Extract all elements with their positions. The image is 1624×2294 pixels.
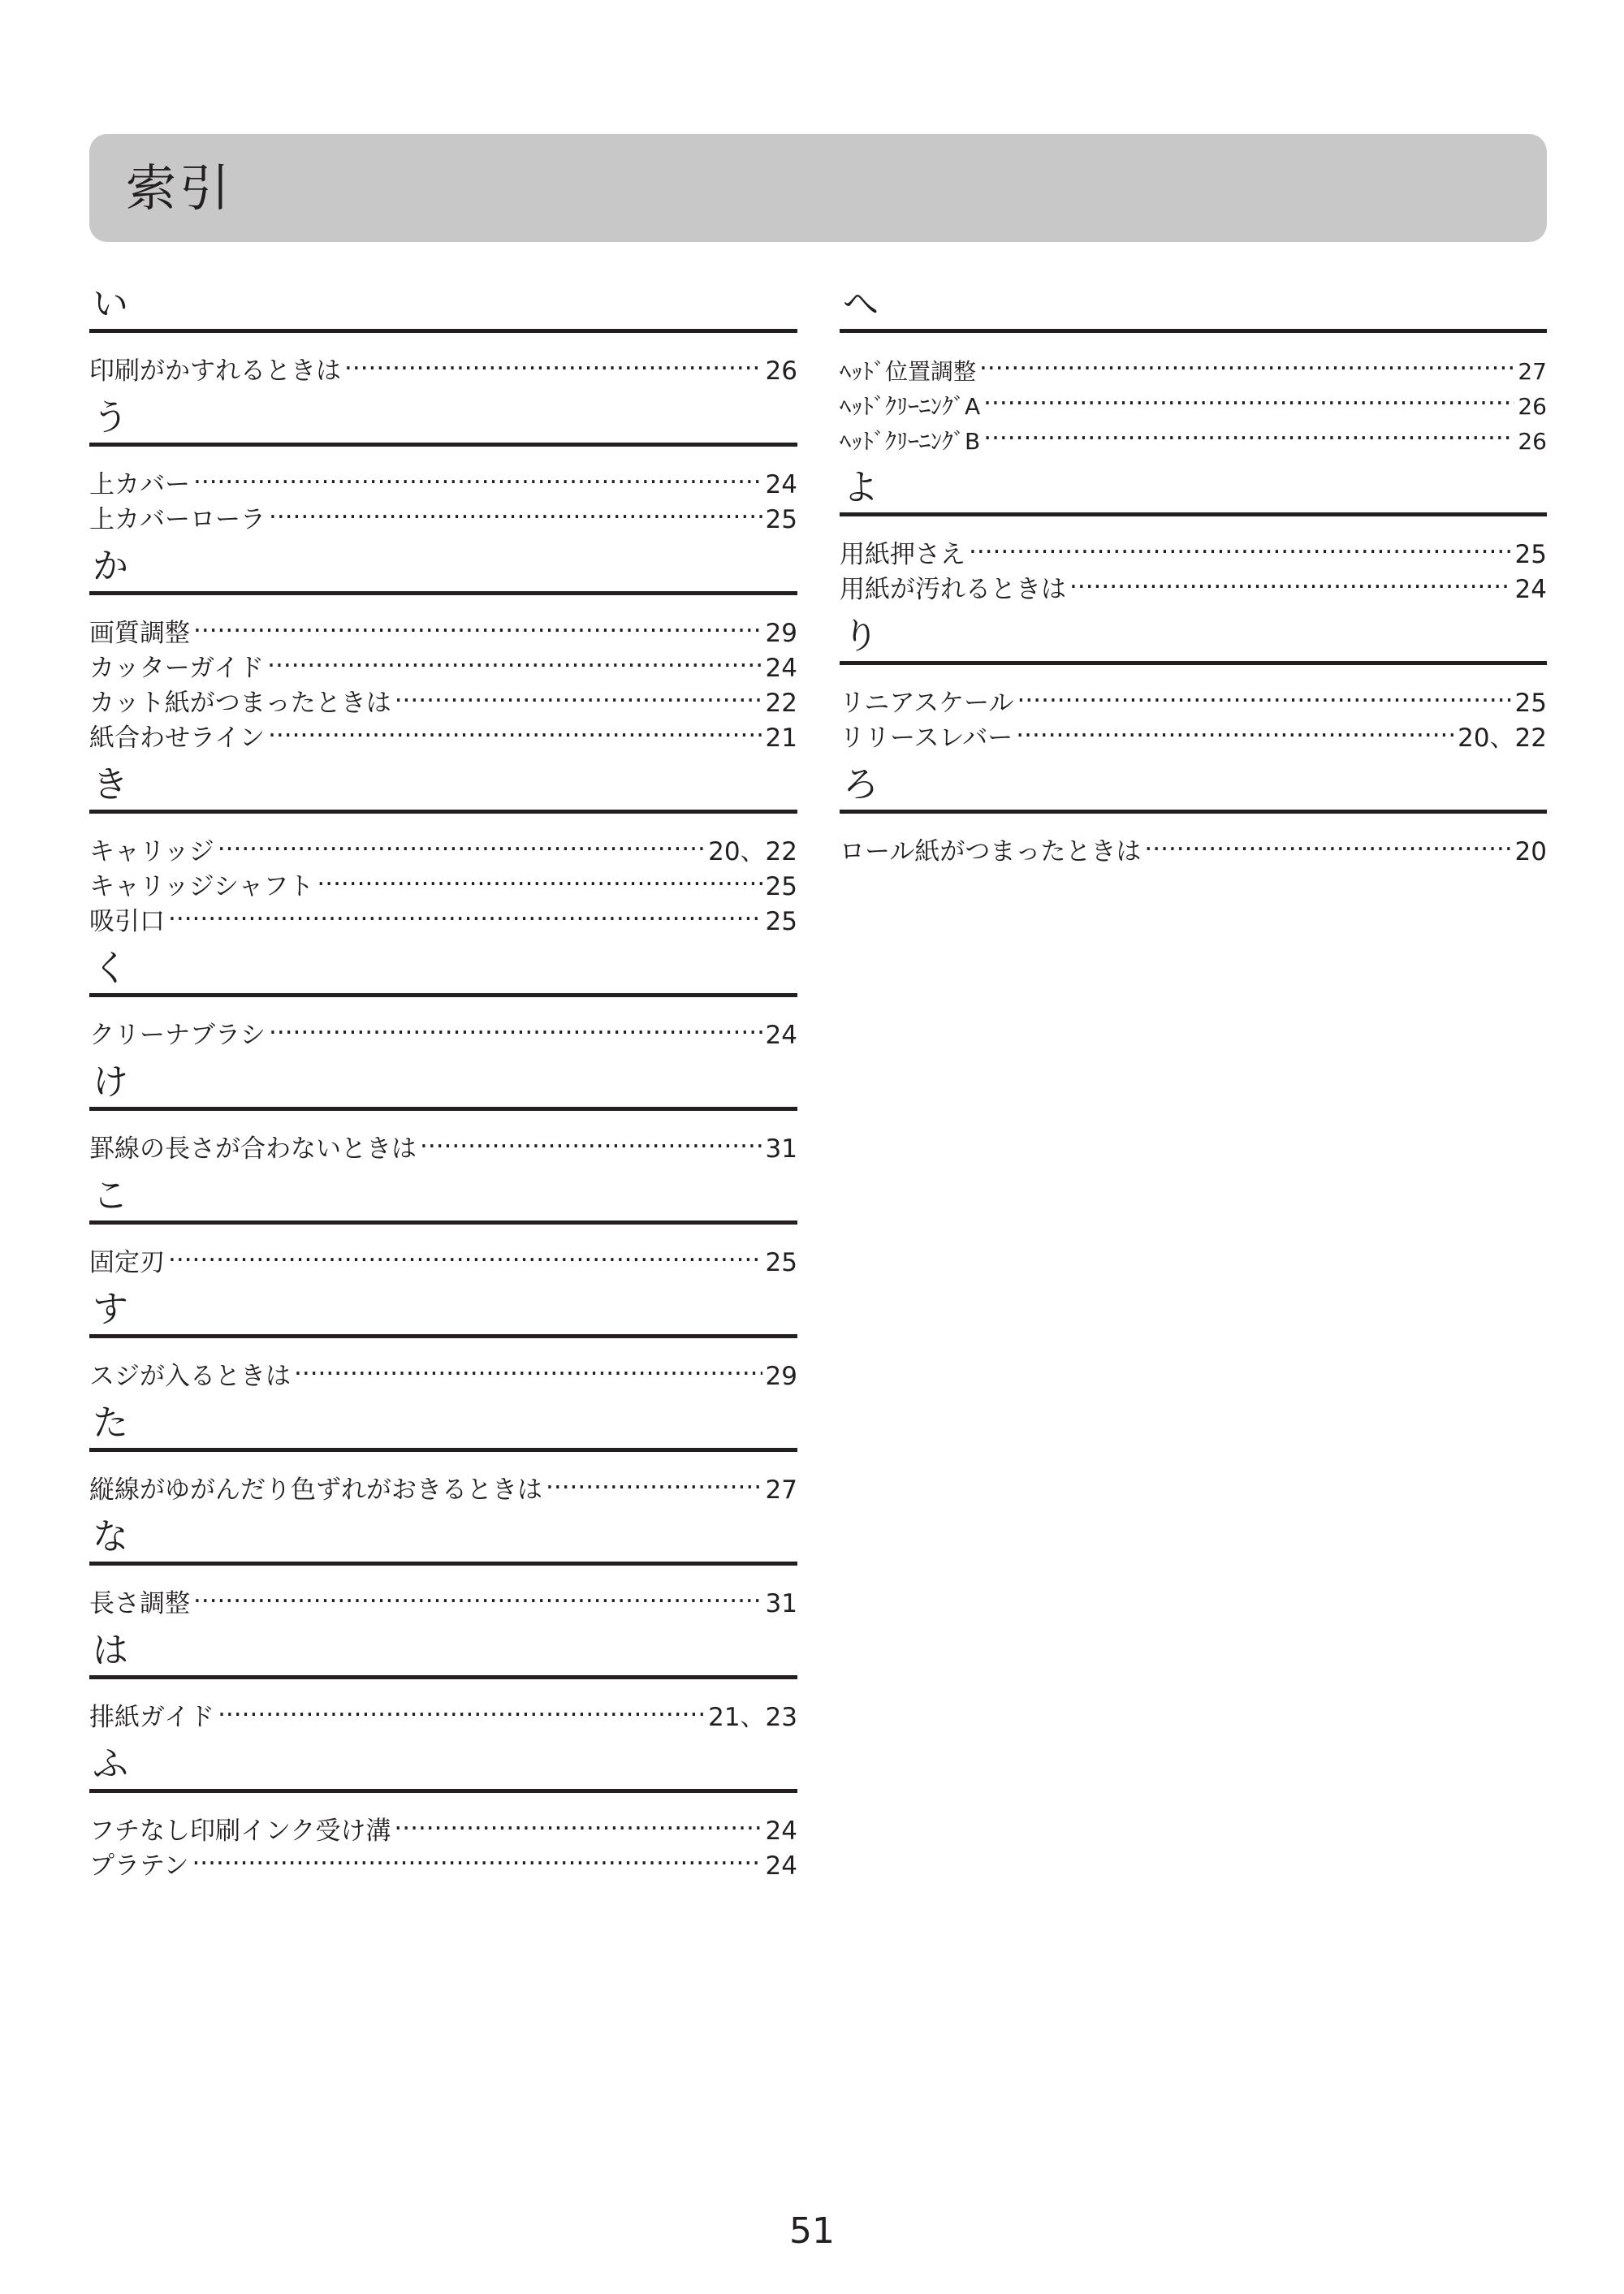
dot-leader [344,344,762,379]
entry-list [840,676,1547,753]
page-title: 索引 [126,158,234,218]
entry-list [89,607,797,753]
dot-leader [168,895,762,930]
index-section [89,1399,797,1505]
index-section [89,761,797,936]
entry-page: 29 [765,619,797,648]
entry-label: キャリッジシャフト [89,872,314,901]
dot-leader [268,711,762,746]
entry-page: 26 [765,356,797,386]
dot-leader [983,414,1514,449]
dot-leader [294,1350,762,1385]
entry-label: キャリッジ [89,837,214,866]
entry-page: 24 [765,1851,797,1881]
entry-list [89,344,797,386]
section-rule [89,1107,797,1111]
entry-page: 25 [1514,689,1547,718]
entry-list [89,1804,797,1881]
entry-label: リリースレバー [840,724,1013,753]
entry-page: 20 [1514,837,1547,866]
entry-label: リニアスケール [840,689,1014,718]
page-number: 51 [789,2210,835,2252]
entry-page: 29 [765,1362,797,1391]
entry-list [89,1122,797,1164]
dot-leader [269,493,762,528]
section-heading: よ [843,467,879,508]
section-rule [89,1789,797,1793]
dot-leader [218,1691,705,1726]
dot-leader [1016,711,1454,746]
section-heading: り [843,616,879,657]
index-entry [89,1009,797,1050]
entry-page: 31 [765,1134,797,1164]
section-heading: こ [93,1175,128,1216]
section-heading: は [93,1630,128,1671]
entry-label: ﾍｯﾄﾞｸﾘｰﾆﾝｸﾞB [840,428,981,455]
dot-leader [1017,676,1512,711]
section-rule [89,329,797,333]
dot-leader [1069,563,1512,598]
index-title-bar [89,134,1547,242]
section-rule [840,810,1547,814]
entry-label: 上カバーローラ [89,505,266,534]
entry-label: ﾍｯﾄﾞｸﾘｰﾆﾝｸﾞA [840,393,981,420]
entry-label: クリーナブラシ [89,1021,266,1050]
index-column-left [89,280,797,1889]
dot-leader [420,1122,762,1157]
section-heading: か [93,546,128,587]
section-rule [89,1448,797,1452]
dot-leader [193,607,762,642]
dot-leader [546,1463,762,1498]
dot-leader [394,1804,762,1839]
entry-label: 画質調整 [89,619,190,648]
index-entry [840,528,1547,569]
index-entry [89,607,797,648]
entry-label: 排紙ガイド [89,1703,215,1732]
entry-label: 印刷がかすれるときは [89,356,341,386]
section-heading: け [93,1061,128,1103]
index-section [840,612,1547,753]
index-column-right [840,280,1547,875]
dot-leader [395,676,762,711]
dot-leader [267,642,762,676]
entry-label: スジが入るときは [89,1362,291,1391]
section-heading: な [93,1516,128,1557]
entry-page: 22 [765,689,797,718]
entry-label: カッターガイド [89,654,265,683]
entry-page: 26 [1518,393,1547,420]
index-entry [89,1691,797,1732]
index-section [89,1285,797,1391]
entry-page: 27 [765,1475,797,1505]
dot-leader [983,379,1514,414]
index-entry [89,1463,797,1505]
entry-label: 吸引口 [89,907,165,936]
section-rule [89,810,797,814]
dot-leader [192,1839,762,1874]
index-section [89,542,797,753]
section-rule [840,512,1547,516]
section-heading: き [93,764,128,806]
entry-page: 24 [765,654,797,683]
entry-label: 用紙が汚れるときは [840,575,1066,604]
index-entry [89,344,797,386]
entry-label: 上カバー [89,470,190,499]
entry-label: カット紙がつまったときは [89,689,391,718]
entry-label: 長さ調整 [89,1589,190,1618]
entry-page: 26 [1518,428,1547,455]
entry-page: 25 [765,505,797,534]
section-heading: い [93,283,128,325]
section-rule [89,1675,797,1679]
dot-leader [218,825,705,860]
dot-leader [317,860,762,895]
index-section [840,464,1547,604]
entry-page: 20、22 [708,837,797,866]
entry-label: ロール紙がつまったときは [840,837,1142,866]
index-entry [89,642,797,683]
index-section [89,1058,797,1164]
index-entry [89,825,797,866]
entry-page: 24 [765,1817,797,1846]
index-section [89,394,797,534]
entry-page: 25 [765,1248,797,1277]
entry-list [840,528,1547,604]
entry-list [89,1577,797,1618]
entry-list [89,825,797,936]
section-heading: う [93,397,128,438]
entry-list [89,1009,797,1050]
index-section [840,280,1547,455]
index-entry [840,344,1547,385]
dot-leader [969,528,1512,563]
entry-list [840,825,1547,866]
section-rule [89,993,797,997]
entry-list [89,1463,797,1505]
index-section [89,1172,797,1277]
entry-list [89,1350,797,1391]
entry-page: 24 [1514,575,1547,604]
entry-page: 31 [765,1589,797,1618]
index-entry [89,1350,797,1391]
entry-label: 紙合わせライン [89,724,266,753]
entry-page: 20、22 [1458,724,1547,753]
entry-label: 用紙押さえ [840,540,965,569]
index-entry [89,1804,797,1846]
entry-page: 27 [1518,358,1547,385]
entry-label: 罫線の長さが合わないときは [89,1134,417,1164]
entry-page: 25 [1514,540,1547,569]
entry-label: 固定刃 [89,1248,165,1277]
index-section [89,1513,797,1618]
dot-leader [979,344,1514,379]
index-entry [840,825,1547,866]
entry-label: ﾍｯﾄﾞ位置調整 [840,358,977,385]
section-rule [840,661,1547,665]
entry-page: 24 [765,1021,797,1050]
section-rule [89,1220,797,1225]
entry-list [840,344,1547,455]
entry-page: 21 [765,724,797,753]
dot-leader [168,1236,762,1271]
section-rule [89,1334,797,1338]
entry-list [89,458,797,534]
entry-page: 21、23 [708,1703,797,1732]
section-rule [89,443,797,447]
entry-page: 25 [765,907,797,936]
index-entry [89,1122,797,1164]
entry-list [89,1691,797,1732]
section-rule [89,591,797,595]
index-entry [840,676,1547,718]
section-heading: ろ [843,764,879,806]
index-section [89,1740,797,1881]
dot-leader [193,1577,762,1612]
index-entry [89,458,797,499]
index-section [89,1627,797,1732]
section-heading: く [93,948,128,989]
dot-leader [269,1009,762,1043]
section-heading: へ [843,283,879,325]
dot-leader [193,458,762,493]
dot-leader [1144,825,1511,860]
section-heading: ふ [93,1743,128,1785]
index-entry [89,493,797,534]
index-section [89,944,797,1050]
section-rule [89,1562,797,1566]
section-rule [840,329,1547,333]
index-entry [89,1577,797,1618]
index-section [840,761,1547,866]
index-section [89,280,797,386]
entry-label: 縦線がゆがんだり色ずれがおきるときは [89,1475,542,1505]
entry-page: 25 [765,872,797,901]
entry-label: プラテン [89,1851,189,1881]
section-heading: す [93,1289,128,1330]
index-entry [89,895,797,936]
entry-list [89,1236,797,1277]
index-entry [89,1236,797,1277]
section-heading: た [93,1402,128,1444]
index-entry [89,1839,797,1881]
entry-page: 24 [765,470,797,499]
entry-label: フチなし印刷インク受け溝 [89,1817,391,1846]
